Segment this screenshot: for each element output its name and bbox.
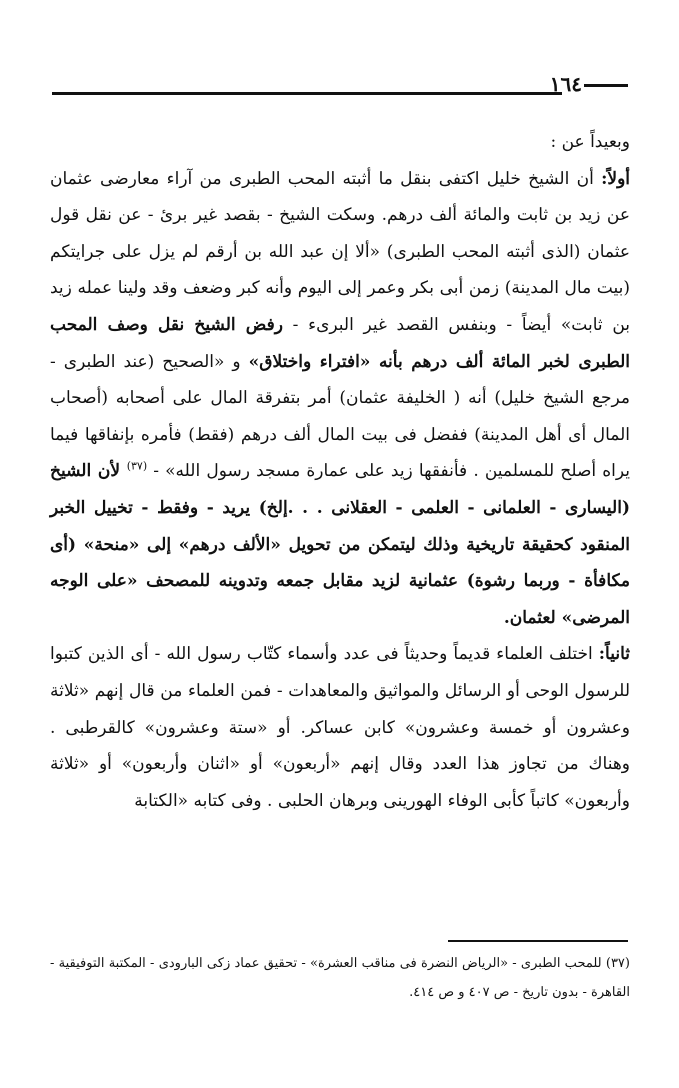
page-number: ١٦٤ — [549, 72, 582, 96]
main-text — [50, 124, 630, 819]
footnote-separator — [448, 940, 628, 942]
paragraph-text: اختلف العلماء قديماً وحديثاً فى عدد وأسماء كتّاب رسول الله - أى الذين كتبوا للرسول الوحى أو الرسائل والمواثيق والمعاهدات - فمن العلماء من قال إنهم «ثلاثة وعشرون أو خمسة وعشرون» كابن عساكر. أو «ستة وعشرون» كالقرطبى . وهناك من تجاوز هذا العدد وقال إنهم «أربعون» أو «اثنان وأربعون» أو «ثلاثة وأربعون» كاتباً كأبى الوفاء الهورينى وبرهان الحلبى . وفى كتابه «الكتابة — [50, 644, 630, 811]
paragraph-first — [50, 161, 630, 637]
page-header — [52, 70, 628, 100]
footnote-reference: (٣٧) — [126, 459, 148, 473]
paragraph-text: أن الشيخ خليل اكتفى بنقل ما أثبته المحب الطبرى من آراء معارضى عثمان عن زيد بن ثابت والمائة ألف درهم. وسكت الشيخ - بقصد غير برئ - عن نقل قول عثمان (الذى أثبته المحب الطبرى) «ألا إن عبد الله بن أرقم لم يزل على جرايتكم (بيت مال المدينة) زمن أبى بكر وعمر إلى اليوم وأنه كبر وضعف وقد ولينا عمله زيد بن ثابت» أيضاً - وبنفس القصد غير البرىء - — [50, 168, 630, 335]
bold-text: رفض الشيخ نقل وصف المحب الطبرى لخبر المائة ألف درهم بأنه «افتراء واختلاق» — [50, 314, 630, 372]
header-rule — [52, 92, 562, 95]
paragraph-label: ثانياً: — [598, 644, 630, 665]
footnote: (٣٧) للمحب الطبرى - «الرياض النضرة فى مناقب العشرة» - تحقيق عماد زكى البارودى - المكتبة التوفيقية - القاهرة - بدون تاريخ - ص ٤٠٧ و ص ٤١٤. — [50, 956, 630, 1000]
paragraph-text: و «الصحيح (عند الطبرى - مرجع الشيخ خليل) أنه ( الخليفة عثمان) أمر بتفرقة المال على أصحابه (أصحاب المال أى أهل المدينة) ففضل فى بيت المال ألف درهم (فقط) فأمره بإنفاقها فيما يراه أصلح للمسلمين . فأنفقها زيد على عمارة مسجد رسول الله» - — [50, 351, 630, 482]
intro-line: وبعيداً عن : — [550, 132, 630, 152]
bold-text: لأن الشيخ (اليسارى - العلمانى - العلمى - العقلانى . . .إلخ) يريد - وفقط - تخييل الخبر المنقود كحقيقة تاريخية وذلك ليتمكن من تحويل «الألف درهم» إلى «منحة» (أى مكافأة - وربما رشوة) عثمانية لزيد مقابل جمعه وتدوينه للمصحف «على الوجه المرضى» لعثمان. — [50, 461, 630, 628]
paragraph-second — [50, 636, 630, 819]
footnotes — [50, 949, 630, 1007]
paragraph-label: أولاً: — [601, 168, 630, 189]
header-rule-short — [584, 84, 628, 87]
